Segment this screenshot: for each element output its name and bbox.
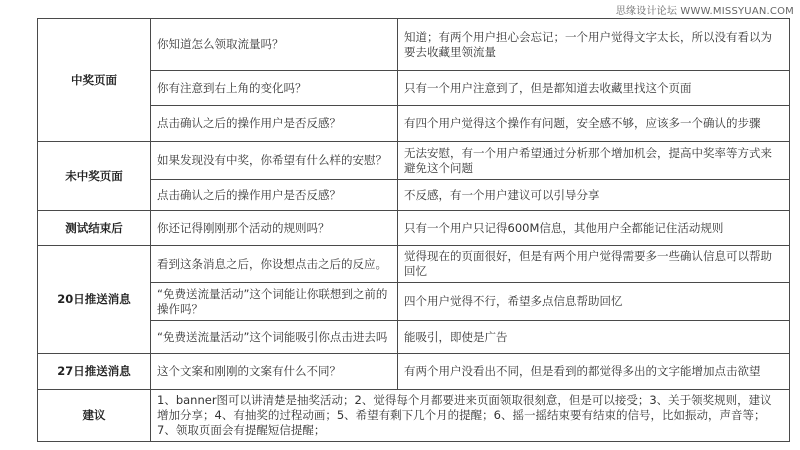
section-label: 测试结束后 [38, 211, 151, 246]
usability-test-table [37, 18, 790, 442]
question-cell: 这个文案和刚刚的文案有什么不同？ [151, 354, 398, 390]
section-label: 20日推送消息 [38, 246, 151, 354]
table-row [38, 180, 790, 211]
table-row [38, 321, 790, 354]
section-label: 建议 [38, 390, 151, 442]
section-label: 27日推送消息 [38, 354, 151, 390]
table-row [38, 283, 790, 321]
answer-cell: 有两个用户没看出不同，但是看到的都觉得多出的文字能增加点击欲望 [398, 354, 790, 390]
table-row [38, 390, 790, 442]
suggestion-cell: 1、banner图可以讲清楚是抽奖活动；2、觉得每个月都要进来页面领取很刻意，但是可以接受；3、关于领奖规则，建议增加分享；4、有抽奖的过程动画；5、希望有剩下几个月的提醒；6、摇一摇结束要有结束的信号，比如振动，声音等；7、领取页面会有提醒短信提醒； [151, 390, 790, 442]
question-cell: 你有注意到右上角的变化吗？ [151, 71, 398, 106]
answer-cell: 觉得现在的页面很好，但是有两个用户觉得需要多一些确认信息可以帮助回忆 [398, 246, 790, 283]
watermark: 思缘设计论坛 WWW.MISSYUAN.COM [615, 6, 794, 17]
question-cell: “免费送流量活动”这个词能吸引你点击进去吗 [151, 321, 398, 354]
answer-cell: 能吸引，即使是广告 [398, 321, 790, 354]
question-cell: 你还记得刚刚那个活动的规则吗？ [151, 211, 398, 246]
answer-cell: 无法安慰，有一个用户希望通过分析那个增加机会，提高中奖率等方式来避免这个问题 [398, 142, 790, 180]
answer-cell: 不反感，有一个用户建议可以引导分享 [398, 180, 790, 211]
table-row [38, 246, 790, 283]
table-row [38, 211, 790, 246]
answer-cell: 知道；有两个用户担心会忘记；一个用户觉得文字太长，所以没有看以为要去收藏里领流量 [398, 19, 790, 71]
table-row [38, 106, 790, 142]
table-row [38, 19, 790, 71]
question-cell: “免费送流量活动”这个词能让你联想到之前的操作吗？ [151, 283, 398, 321]
table-row [38, 142, 790, 180]
question-cell: 点击确认之后的操作用户是否反感？ [151, 106, 398, 142]
answer-cell: 只有一个用户只记得600M信息，其他用户全都能记住活动规则 [398, 211, 790, 246]
table-row [38, 354, 790, 390]
answer-cell: 只有一个用户注意到了，但是都知道去收藏里找这个页面 [398, 71, 790, 106]
section-label: 中奖页面 [38, 19, 151, 142]
question-cell: 点击确认之后的操作用户是否反感？ [151, 180, 398, 211]
question-cell: 如果发现没有中奖，你希望有什么样的安慰？ [151, 142, 398, 180]
question-cell: 你知道怎么领取流量吗？ [151, 19, 398, 71]
table-row [38, 71, 790, 106]
question-cell: 看到这条消息之后，你设想点击之后的反应。 [151, 246, 398, 283]
answer-cell: 有四个用户觉得这个操作有问题，安全感不够，应该多一个确认的步骤 [398, 106, 790, 142]
section-label: 未中奖页面 [38, 142, 151, 211]
answer-cell: 四个用户觉得不行，希望多点信息帮助回忆 [398, 283, 790, 321]
